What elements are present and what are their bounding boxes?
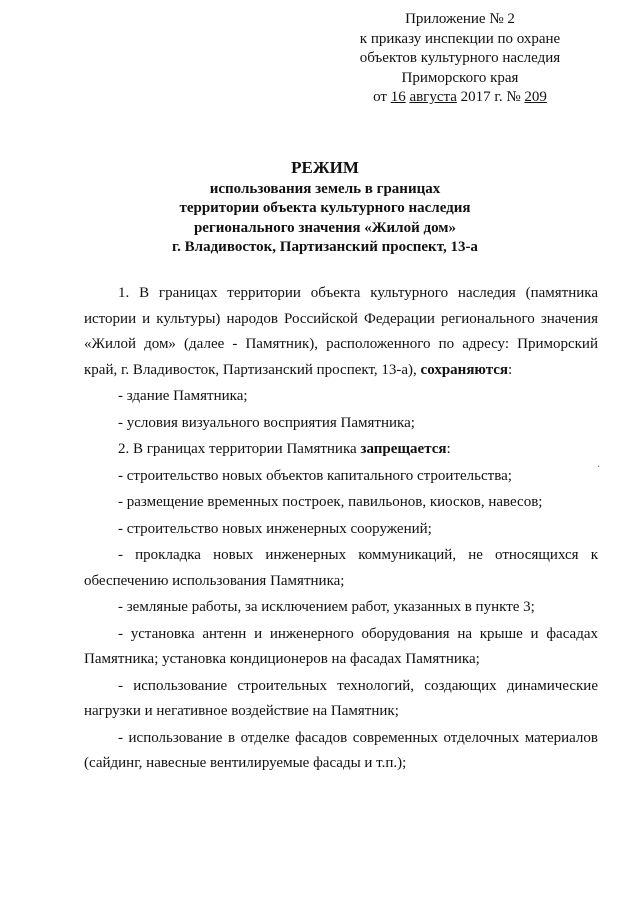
preserved-item-1: - здание Памятника; <box>118 388 248 404</box>
date-day: 16 <box>390 89 406 105</box>
title-line-3: территории объекта культурного наследия <box>179 200 471 216</box>
prohibited-item-3: - строительство новых инженерных сооружений; <box>118 520 432 537</box>
paragraph-2-keyword: запрещается <box>360 441 447 457</box>
prohibited-item-2: - размещение временных построек, павильонов, киосков, навесов; <box>118 494 543 510</box>
paragraph-2-colon: : <box>446 441 451 457</box>
region-name: Приморского края <box>401 69 519 86</box>
appendix-number: Приложение № 2 <box>405 11 515 27</box>
paragraph-1 <box>84 281 598 383</box>
order-date-line <box>300 88 620 108</box>
inspection-name: объектов культурного наследия <box>359 50 561 66</box>
prohibited-item-8: - использование в отделке фасадов современных отделочных материалов (сайдинг, навесные вентилируемые фасады и т.п.); <box>84 729 598 771</box>
paragraph-1-colon: : <box>508 361 513 378</box>
prohibited-item-5: - земляные работы, за исключением работ, указанных в пункте 3; <box>118 599 535 615</box>
order-number: 209 <box>524 89 547 105</box>
scan-speck: · <box>597 462 601 473</box>
preserved-item-2: - условия визуального восприятия Памятника; <box>118 414 415 431</box>
prohibited-item-6: - установка антенн и инженерного оборудования на крыше и фасадах Памятника; установка кондиционеров на фасадах Памятника; <box>84 625 598 667</box>
title-address: г. Владивосток, Партизанский проспект, 13-а <box>172 239 478 255</box>
prohibited-item-4: - прокладка новых инженерных коммуникаций, не относящихся к обеспечению использования Памятника; <box>84 547 598 589</box>
date-prefix: от <box>373 89 387 105</box>
paragraph-2-text: 2. В границах территории Памятника <box>118 441 357 457</box>
paragraph-2 <box>84 437 598 463</box>
title-regime: РЕЖИМ <box>291 158 359 177</box>
paragraph-1-keyword: сохраняются <box>420 361 509 378</box>
prohibited-item-1: - строительство новых объектов капитального строительства; <box>118 467 512 484</box>
title-line-4: регионального значения «Жилой дом» <box>193 219 457 236</box>
prohibited-item-7: - использование строительных технологий, создающих динамические нагрузки и негативное воздействие на Памятник; <box>84 677 598 719</box>
title-line-2: использования земель в границах <box>209 180 441 197</box>
paragraph-1-text: 1. В границах территории объекта культурного наследия (памятника истории и культуры) народов Российской Федерации регионального значения «Жилой дом» (далее - Памятник), расположенного по адресу: Приморский край, г. Владивосток, Партизанский проспект, 13-а), <box>84 285 598 378</box>
order-reference: к приказу инспекции по охране <box>359 30 561 47</box>
document-title <box>120 158 530 258</box>
appendix-header <box>300 10 620 108</box>
date-year: 2017 г. № <box>460 89 521 105</box>
document-body <box>84 281 601 777</box>
date-month: августа <box>409 89 457 105</box>
